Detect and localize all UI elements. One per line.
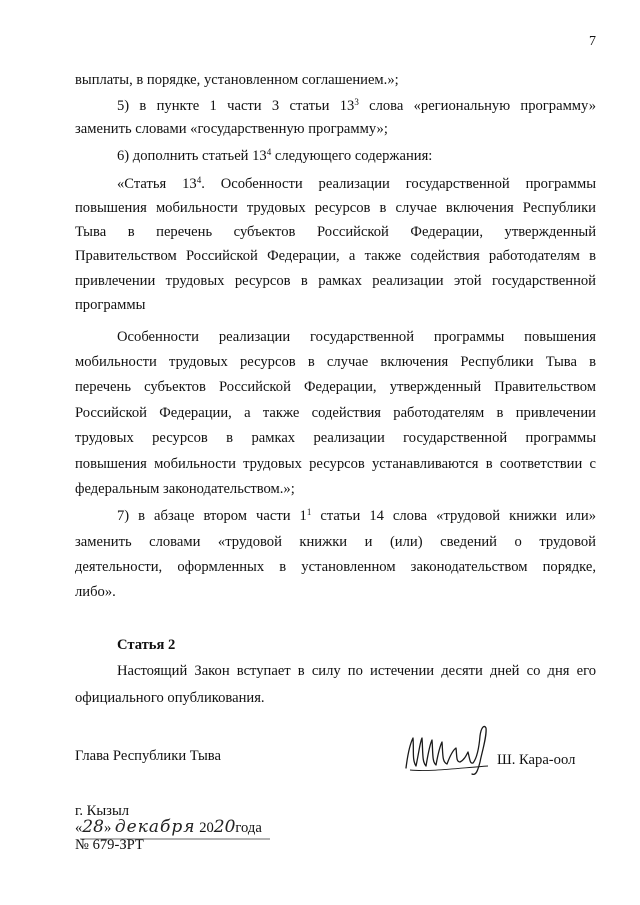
date-year-word: года: [235, 820, 262, 836]
text-line: Настоящий Закон вступает в силу по истечении десяти дней со дня его: [117, 663, 596, 679]
date-day: 28: [82, 817, 104, 837]
text-line: либо».: [75, 584, 116, 600]
signatory-title: Глава Республики Тыва: [75, 748, 221, 764]
text-line: федеральным законодательством.»;: [75, 481, 295, 497]
article-heading: Статья 2: [117, 637, 176, 653]
text-line: Российской Федерации, а также содействия работодателям в привлечении: [75, 405, 596, 421]
date-year-prefix: 20: [199, 820, 214, 836]
text-line: привлечении трудовых ресурсов в рамках реализации этой государственной: [75, 273, 596, 289]
text-line: Особенности реализации государственной программы повышения: [117, 329, 596, 345]
text-line: повышения мобильности трудовых ресурсов в случае включения Республики: [75, 200, 596, 216]
text-line: мобильности трудовых ресурсов в случае включения Республики Тыва в: [75, 354, 596, 370]
text-line: 6) дополнить статьей $13^4$ следующего содержания:: [117, 147, 433, 164]
text-line: перечень субъектов Российской Федерации, утвержденный Правительством: [75, 379, 596, 395]
text-line: 7) в абзаце втором части $1^1$ статьи 14 слова «трудовой книжки или»: [117, 507, 597, 524]
signatory-name: Ш. Кара-оол: [497, 752, 576, 768]
date-open-quote: «: [75, 820, 83, 836]
text-line: заменить словами «государственную программу»;: [75, 121, 388, 137]
text-line: 5) в пункте 1 части 3 статьи $13^3$ слова «региональную программу»: [117, 97, 596, 114]
date-year-suffix: 20: [213, 817, 236, 837]
text-line: выплаты, в порядке, установленном соглашением.»;: [75, 72, 399, 88]
text-line: Правительством Российской Федерации, а также содействия работодателям в: [75, 248, 596, 264]
date-close-quote: »: [103, 820, 112, 836]
text-line: официального опубликования.: [75, 690, 265, 706]
date-month: декабря: [114, 817, 196, 837]
text-line: программы: [75, 297, 146, 313]
signing-date: [75, 818, 262, 837]
text-line: заменить словами «трудовой книжки и (или) сведений о трудовой: [75, 534, 596, 550]
text-line: «Статья $13^4$. Особенности реализации государственной программы: [117, 175, 597, 192]
text-line: Тыва в перечень субъектов Российской Федерации, утвержденный: [75, 224, 596, 240]
text-line: деятельности, оформленных в установленном законодательством порядке,: [75, 559, 596, 575]
text-line: повышения мобильности трудовых ресурсов устанавливаются в соответствии с: [75, 456, 596, 472]
text-line: трудовых ресурсов в рамках реализации государственной программы: [75, 430, 596, 446]
law-number: № 679-ЗРТ: [75, 837, 144, 853]
page-number: 7: [589, 34, 596, 49]
handwritten-signature: [400, 722, 495, 780]
city: г. Кызыл: [75, 803, 130, 819]
